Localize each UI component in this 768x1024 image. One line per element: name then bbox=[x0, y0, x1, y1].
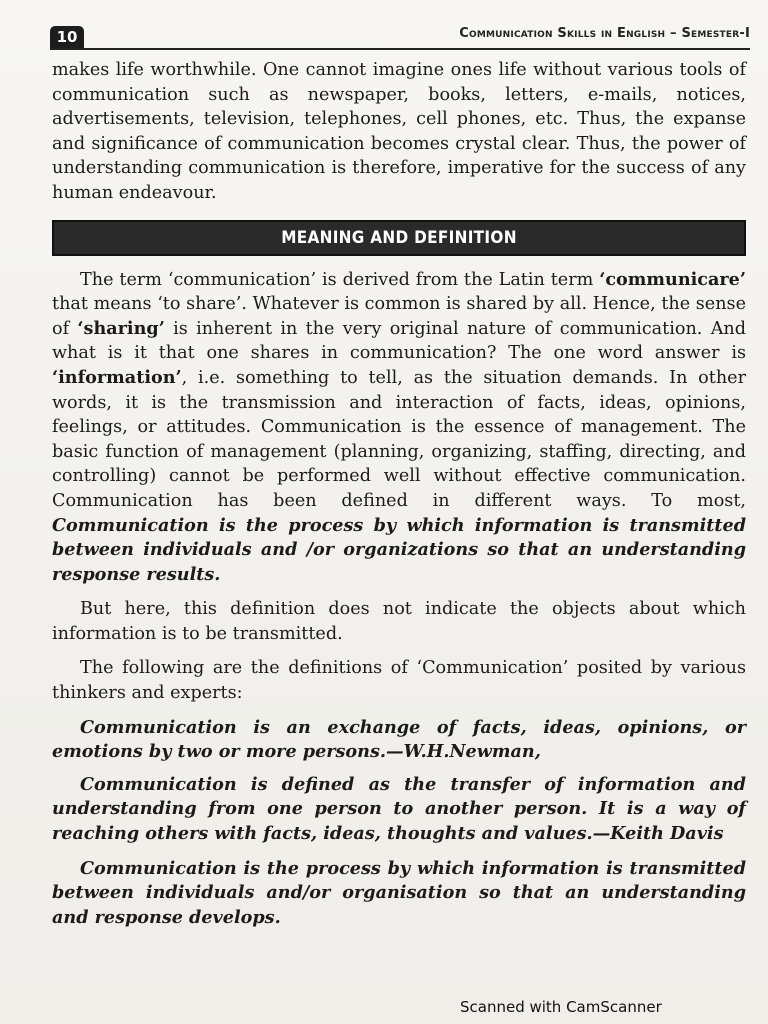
text-run: , i.e. something to tell, as the situation demands. In other words, it is the transmission and interaction of facts, ideas, opinions, feelings, or attitudes. Communication is the essence of management. The basic function of management (planning, organizing, staffing, directing, and controlling) cannot be performed well without effective communication. Communication has been defined in different ways. To most, bbox=[52, 367, 746, 511]
text-run: is inherent in the very original nature of communication. And what is it that one shares in communication? The one word answer is bbox=[52, 318, 746, 364]
definition-process: Communication is the process by which information is transmitted between individuals and/or organisation so that an understanding and response develops. bbox=[52, 857, 746, 928]
meaning-paragraph bbox=[52, 268, 746, 588]
page-number: 10 bbox=[50, 26, 84, 48]
scanner-watermark: Scanned with CamScanner bbox=[460, 998, 662, 1016]
page-header bbox=[50, 20, 750, 50]
definition-davis: Communication is defined as the transfer of information and understanding from one person to another person. It is a way of reaching others with facts, ideas, thoughts and values.—Keith Davis bbox=[52, 773, 746, 845]
intro-paragraph: makes life worthwhile. One cannot imagine ones life without various tools of communication such as newspaper, books, letters, e-mails, notices, advertisements, television, telephones, cell phones, etc. Thus, the expanse and significance of communication becomes crystal clear. Thus, the power of understanding communication is therefore, imperative for the success of any human endeavour. bbox=[52, 60, 746, 203]
running-head: Communication Skills in English – Semester-I bbox=[459, 26, 750, 41]
text-run: The term ‘communication’ is derived from the Latin term bbox=[80, 269, 600, 290]
term-sharing: ‘sharing’ bbox=[77, 317, 165, 339]
definition-newman: Communication is an exchange of facts, ideas, opinions, or emotions by two or more persons.—W.H.Newman, bbox=[52, 716, 746, 763]
definitions-intro: The following are the definitions of ‘Communication’ posited by various thinkers and experts: bbox=[52, 658, 746, 704]
text-run: that means ‘to share’. Whatever is common is shared by all. Hence, the sense of bbox=[52, 294, 746, 339]
term-information: ‘information’ bbox=[52, 366, 182, 388]
term-communicare: ‘communicare’ bbox=[599, 268, 746, 290]
definition-highlight: Communication is the process by which information is transmitted between individuals and /or organizations so that an understanding response results. bbox=[52, 514, 746, 585]
page-body bbox=[52, 58, 746, 930]
objects-paragraph: But here, this definition does not indicate the objects about which information is to be transmitted. bbox=[52, 599, 746, 644]
section-heading: MEANING AND DEFINITION bbox=[52, 220, 746, 256]
